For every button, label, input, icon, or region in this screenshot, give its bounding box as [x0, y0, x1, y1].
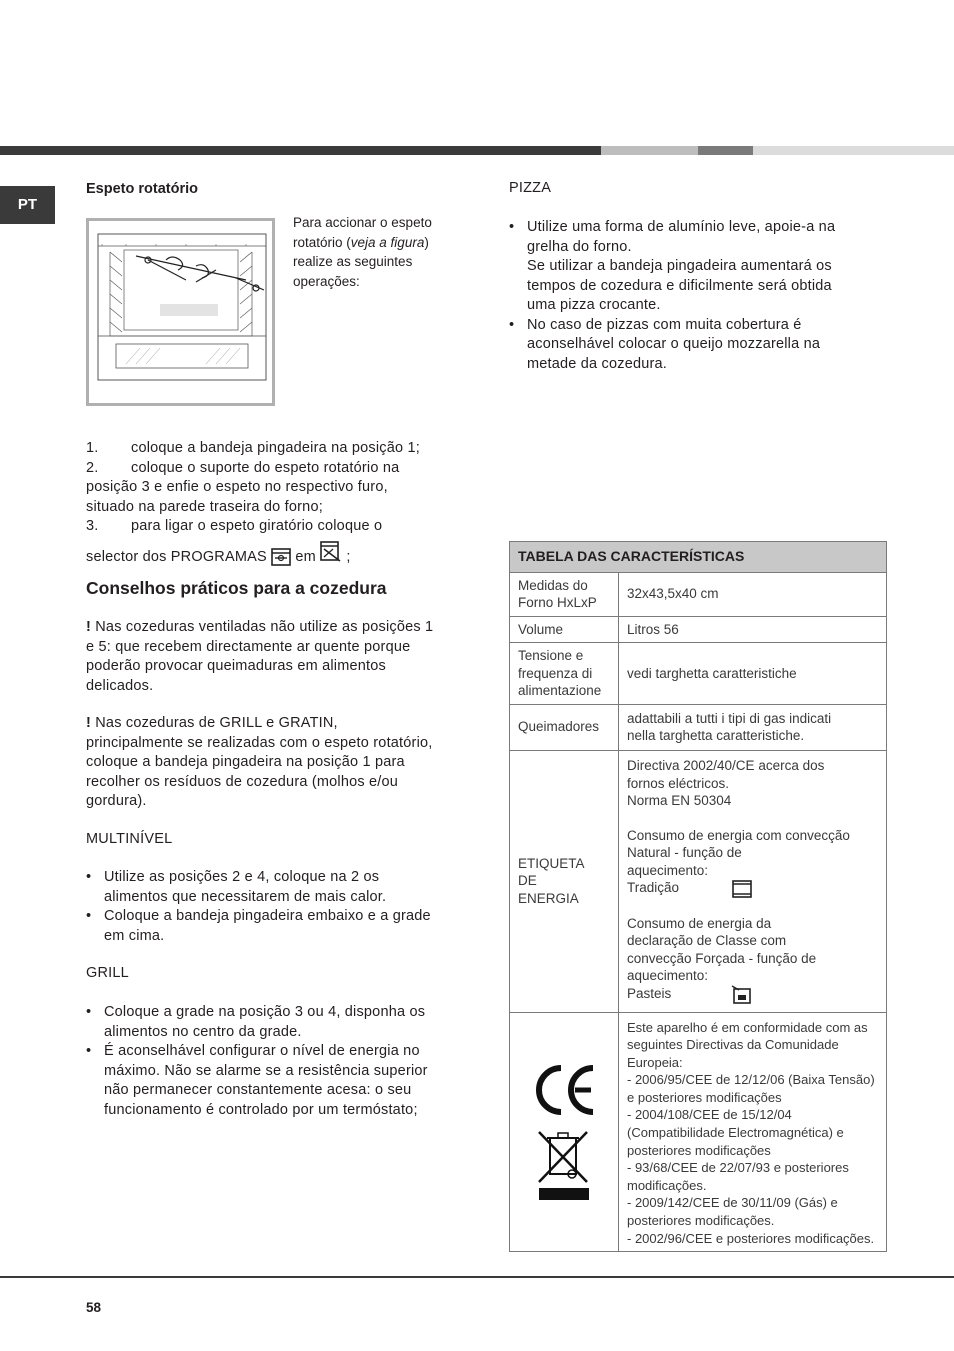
step-text: selector dos PROGRAMAS: [86, 548, 267, 565]
warning-line: coloque a bandeja pingadeira na posição 1 para: [86, 754, 405, 770]
list-item-line: aconselhável colocar o queijo mozzarella na: [527, 336, 821, 352]
step-line: [86, 517, 466, 537]
label-line: Medidas do: [518, 577, 588, 593]
value-line: nella targhetta caratteristiche.: [627, 728, 805, 743]
list-item: [509, 316, 889, 375]
table-row: [510, 616, 887, 643]
grill-list: [86, 1003, 471, 1120]
label-line: frequenza di: [518, 665, 593, 681]
ce-mark-icon: [531, 1062, 597, 1118]
figure-reference: veja a figura: [350, 234, 425, 250]
label-line: ENERGIA: [518, 890, 579, 906]
compliance-marks: [510, 1012, 619, 1252]
compliance-text: [619, 1012, 887, 1252]
spec-table: [509, 541, 887, 1252]
list-item: [86, 907, 471, 946]
compliance-line: posteriores modificações.: [627, 1213, 775, 1229]
energy-row: [510, 750, 887, 1012]
compliance-line: Este aparelho é em conformidade com as: [627, 1019, 868, 1035]
label-line: DE: [518, 873, 537, 889]
rotisserie-program-icon: [271, 548, 291, 566]
value-line: Norma EN 50304: [627, 793, 732, 809]
header-bar-gray: [698, 146, 753, 155]
value-line: Litros 56: [627, 621, 679, 637]
label-line: Forno HxLxP: [518, 595, 597, 610]
row-label: [510, 704, 619, 750]
spit-intro-line: [293, 233, 468, 253]
warning-mark: !: [86, 619, 92, 635]
advice-title: Conselhos práticos para a cozedura: [86, 578, 387, 598]
spit-intro: [293, 213, 468, 291]
compliance-line: - 93/68/CEE de 22/07/93 e posteriores: [627, 1160, 849, 1176]
spit-intro-text: ): [424, 234, 429, 250]
step-text: coloque a bandeja pingadeira na posição 1;: [131, 440, 420, 456]
compliance-line: Europeia:: [627, 1054, 683, 1070]
row-value: [619, 572, 887, 616]
value-line: declaração de Classe com: [627, 933, 787, 949]
value-line: aquecimento:: [627, 968, 709, 984]
step-number: 2.: [86, 459, 99, 476]
warning-mark: !: [86, 715, 92, 731]
grill-title: GRILL: [86, 965, 129, 981]
row-label: [510, 643, 619, 705]
header-bar-dark: [0, 146, 601, 155]
grill-spit-program-icon: [320, 541, 342, 563]
list-item: [86, 1003, 471, 1042]
warning-block-2: [86, 714, 471, 812]
step-text: em: [295, 548, 316, 565]
list-item-line: Se utilizar a bandeja pingadeira aumentará os: [527, 258, 832, 274]
warning-line: [86, 618, 471, 638]
page-number: 58: [86, 1300, 102, 1315]
list-item: [86, 1042, 471, 1120]
value-line: Consumo de energia com convecção: [627, 827, 850, 843]
value-line: Directiva 2002/40/CE acerca dos: [627, 758, 825, 774]
warning-line: gordura).: [86, 793, 147, 809]
row-value: [619, 643, 887, 705]
list-item-line: • É aconselhável configurar o nível de energia no: [104, 1043, 420, 1059]
row-value: [619, 616, 887, 643]
spit-intro-line: operações:: [293, 273, 360, 289]
spit-intro-line: realize as seguintes: [293, 254, 413, 269]
warning-line: principalmente se realizadas com o espeto rotatório,: [86, 734, 433, 751]
warning-line: e 5: que recebem directamente ar quente porque: [86, 638, 411, 655]
warning-line: delicados.: [86, 677, 154, 694]
spit-steps: [86, 439, 466, 567]
list-item: [86, 868, 471, 907]
traditional-oven-icon: [731, 880, 753, 898]
compliance-line: - 2009/142/CEE de 30/11/09 (Gás) e: [627, 1195, 838, 1211]
value-line: vedi targhetta caratteristiche: [627, 665, 797, 681]
row-label: [510, 616, 619, 643]
warning-text: Nas cozeduras ventiladas não utilize as posições 1: [91, 619, 434, 635]
step-number: 1.: [86, 440, 99, 456]
compliance-line: - 2004/108/CEE de 15/12/04: [627, 1107, 792, 1123]
spit-intro-text: rotatório (: [293, 234, 351, 250]
warning-line: [86, 714, 471, 734]
energy-mode-label: Tradição: [627, 880, 680, 896]
label-line: ETIQUETA: [518, 855, 585, 871]
list-item-line: metade da cozedura.: [527, 355, 668, 372]
label-line: alimentazione: [518, 683, 602, 698]
label-line: Tensione e: [518, 648, 584, 663]
list-item-line: alimentos que necessitarem de mais calor.: [104, 888, 387, 905]
list-item-line: • Utilize uma forma de alumínio leve, apoie-a na: [527, 219, 836, 235]
spit-intro-line: Para accionar o espeto: [293, 215, 432, 230]
row-value: [619, 704, 887, 750]
language-tab: PT: [0, 186, 55, 224]
list-item-line: tempos de cozedura e dificilmente será obtida: [527, 277, 832, 294]
list-item-line: funcionamento é controlado por um termóstato;: [104, 1101, 418, 1118]
warning-text: Nas cozeduras de GRILL e GRATIN,: [91, 715, 338, 731]
compliance-line: e posteriores modificações: [627, 1089, 782, 1105]
step-number: 3.: [86, 518, 99, 534]
warning-line: poderão provocar queimaduras em alimentos: [86, 658, 386, 674]
step-line: [86, 459, 466, 479]
step-text: ;: [346, 548, 351, 565]
list-item-line: não permanecer constantemente acesa: o seu: [104, 1082, 412, 1098]
compliance-line: (Compatibilidade Electromagnética) e: [627, 1125, 844, 1141]
step-text: coloque o suporte do espeto rotatório na: [131, 459, 400, 476]
row-label: [510, 572, 619, 616]
compliance-line: modificações.: [627, 1177, 707, 1193]
multilevel-list: [86, 868, 471, 946]
label-line: Volume: [518, 621, 564, 637]
warning-line: recolher os resíduos de cozedura (molhos e/ou: [86, 773, 399, 790]
list-item-line: • Coloque a bandeja pingadeira embaixo e a grade: [104, 908, 431, 924]
step-line: posição 3 e enfie o espeto no respectivo furo,: [86, 479, 388, 495]
list-item-line: em cima.: [104, 927, 165, 944]
step-line: [86, 439, 466, 459]
table-header-row: [510, 542, 887, 573]
pizza-title: PIZZA: [509, 180, 552, 196]
multilevel-title: MULTINÍVEL: [86, 831, 173, 847]
list-item-line: grelha do forno.: [527, 238, 632, 255]
energy-value: [619, 750, 887, 1012]
value-line: adattabili a tutti i tipi di gas indicati: [627, 710, 832, 726]
header-bar-mid: [601, 146, 698, 155]
step-text: para ligar o espeto giratório coloque o: [131, 518, 383, 534]
value-line: [627, 879, 878, 897]
characteristics-table: [509, 541, 887, 1252]
value-line: aquecimento:: [627, 862, 709, 878]
oven-figure: [86, 218, 275, 406]
value-line: Consumo de energia da: [627, 915, 772, 931]
step-line: situado na parede traseira do forno;: [86, 498, 323, 515]
rotisserie-oven-illustration: [86, 218, 275, 406]
value-line: convecção Forçada - função de: [627, 950, 817, 966]
pastry-oven-icon: [731, 985, 753, 1005]
list-item-line: uma pizza crocante.: [527, 297, 661, 313]
list-item-line: alimentos no centro da grade.: [104, 1023, 302, 1040]
list-item-line: máximo. Não se alarme se a resistência superior: [104, 1062, 428, 1079]
list-item: [509, 218, 889, 316]
compliance-row: [510, 1012, 887, 1252]
compliance-line: posteriores modificações: [627, 1142, 771, 1158]
list-item-line: • Utilize as posições 2 e 4, coloque na 2 os: [104, 869, 380, 885]
table-row: [510, 643, 887, 705]
compliance-line: - 2002/96/CEE e posteriores modificações.: [627, 1230, 875, 1246]
compliance-line: - 2006/95/CEE de 12/12/06 (Baixa Tensão): [627, 1072, 875, 1088]
table-title: TABELA DAS CARACTERÍSTICAS: [510, 542, 887, 573]
energy-mode-label: Pasteis: [627, 986, 672, 1002]
label-line: Queimadores: [518, 719, 600, 735]
list-item-line: • No caso de pizzas com muita cobertura é: [527, 316, 802, 333]
footer-rule: [0, 1276, 954, 1278]
step-line: [86, 541, 466, 568]
table-row: [510, 572, 887, 616]
value-line: Natural - função de: [627, 845, 742, 861]
weee-bin-icon: [536, 1130, 592, 1202]
pizza-list: [509, 218, 889, 374]
compliance-line: seguintes Directivas da Comunidade: [627, 1037, 839, 1053]
value-line: [627, 985, 878, 1005]
table-row: [510, 704, 887, 750]
energy-label: [510, 750, 619, 1012]
header-bar-light: [753, 146, 954, 155]
warning-block-1: [86, 618, 471, 696]
value-line: fornos eléctricos.: [627, 775, 730, 791]
spit-title: Espeto rotatório: [86, 181, 198, 197]
list-item-line: • Coloque a grade na posição 3 ou 4, disponha os: [104, 1004, 426, 1020]
value-line: 32x43,5x40 cm: [627, 586, 719, 602]
